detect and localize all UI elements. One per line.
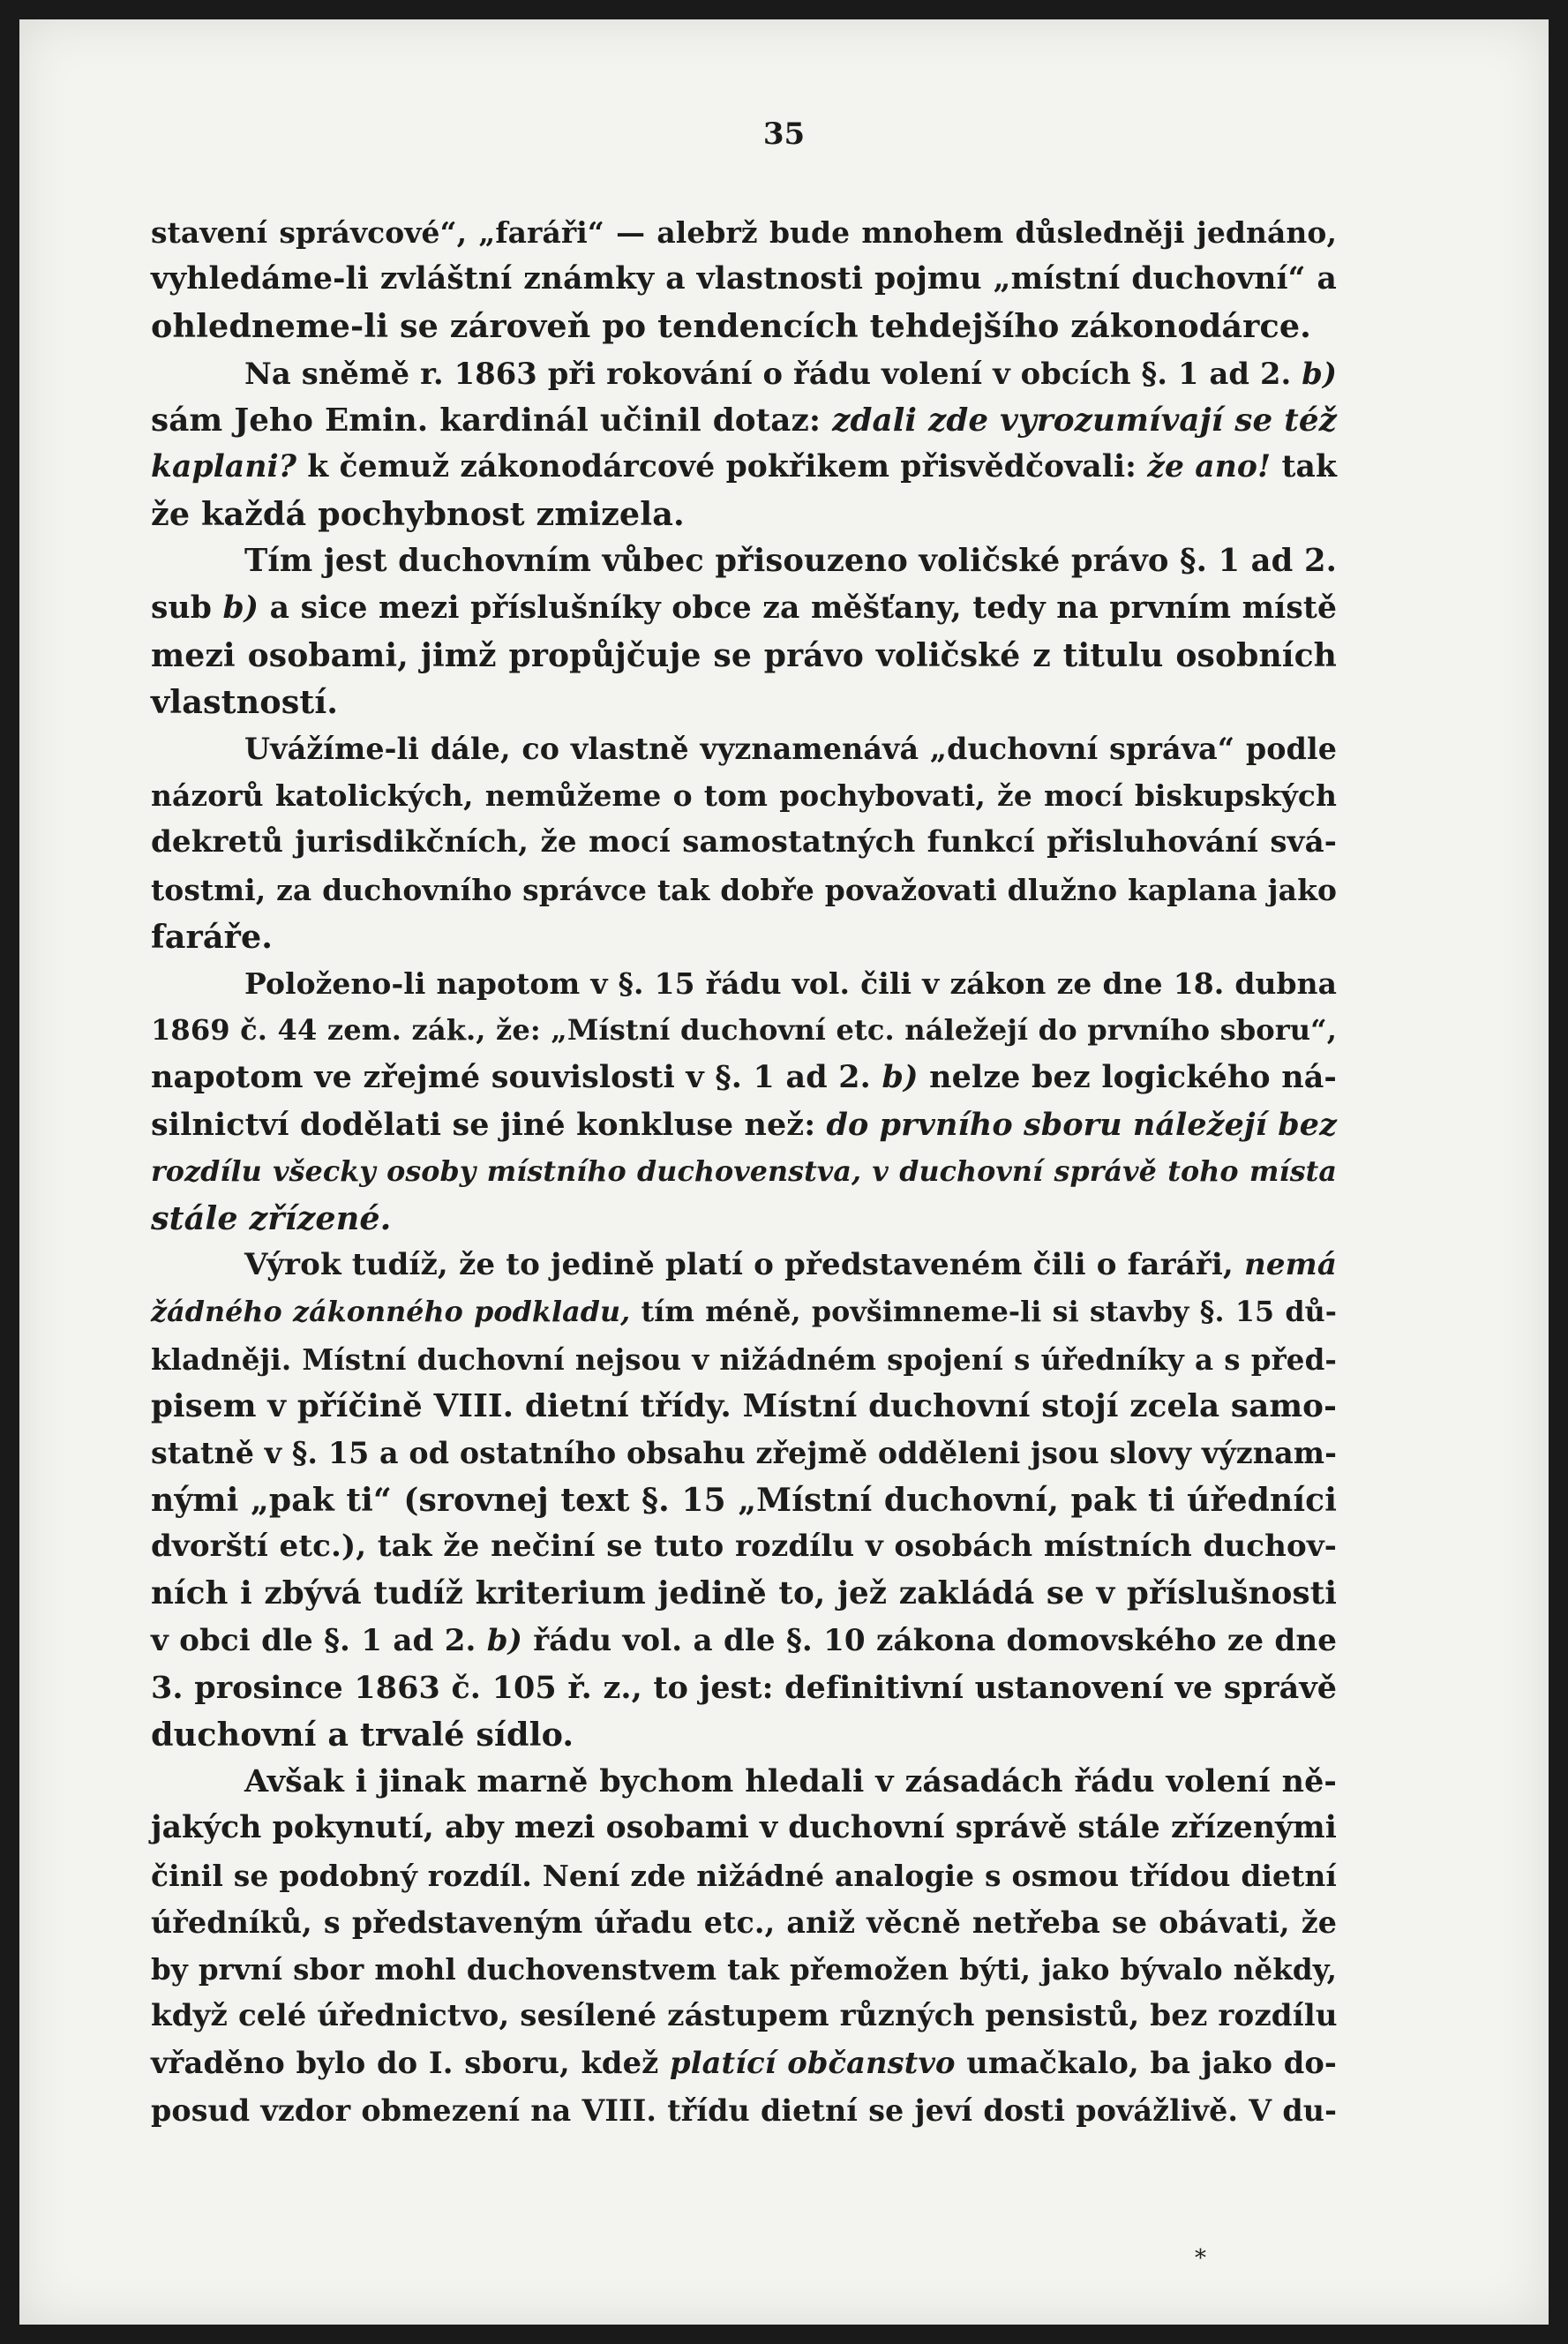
- text-line: [151, 1664, 1337, 1711]
- text-line: [151, 537, 1337, 584]
- emphasized-text: b): [486, 1622, 522, 1658]
- text-line: [151, 2087, 1337, 2134]
- text-segment: mezi osobami, jimž propůjčuje se právo voličské z titulu osobních: [151, 635, 1337, 674]
- text-line: [151, 1336, 1337, 1383]
- text-segment: Výrok tudíž, že to jedině platí o představeném čili o faráři,: [244, 1247, 1244, 1283]
- text-line: [151, 819, 1337, 866]
- text-segment: duchovní a trvalé sídlo.: [151, 1716, 574, 1754]
- emphasized-text: b): [222, 590, 259, 626]
- text-segment: dvorští etc.), tak že nečiní se tuto rozdílu v osobách místních duchov-: [151, 1529, 1337, 1565]
- text-segment: posud vzdor obmezení na VIII. třídu dietní se jeví dosti povážlivě. V du-: [151, 2092, 1337, 2128]
- text-line: [151, 1618, 1337, 1664]
- text-segment: k čemuž zákonodárcové pokřikem přisvědčovali:: [296, 448, 1148, 485]
- text-line: [151, 397, 1337, 444]
- text-line: [151, 444, 1337, 491]
- text-line: [151, 1899, 1337, 1946]
- emphasized-text: kaplani?: [151, 448, 297, 485]
- book-page: [19, 19, 1549, 2325]
- text-segment: ohledneme-li se zároveň po tendencích tehdejšího zákonodárce.: [151, 307, 1311, 346]
- body-text: [151, 209, 1337, 2134]
- text-line: [151, 1758, 1337, 1805]
- text-segment: tím méně, povšimneme-li si stavby §. 15 dů-: [630, 1296, 1338, 1329]
- text-line: [151, 1711, 1337, 1758]
- text-segment: Na sněmě r. 1863 při rokování o řádu volení v obcích §. 1 ad 2.: [244, 355, 1302, 391]
- text-line: [151, 209, 1337, 256]
- text-line: [151, 1101, 1337, 1148]
- text-line: [151, 585, 1337, 632]
- text-line: [151, 1007, 1337, 1054]
- text-line: [151, 1476, 1337, 1523]
- text-segment: když celé úřednictvo, sesílené zástupem různých pensistů, bez rozdílu: [151, 1998, 1338, 2034]
- emphasized-text: b): [882, 1059, 919, 1096]
- emphasized-text: rozdílu všecky osoby místního duchovenstva, v duchovní správě toho místa: [151, 1154, 1337, 1188]
- text-segment: dekretů jurisdikčních, že mocí samostatných funkcí přisluhování svá-: [151, 824, 1337, 860]
- text-segment: jakých pokynutí, aby mezi osobami v duchovní správě stále zřízenými: [151, 1810, 1337, 1846]
- text-segment: vlastností.: [151, 682, 339, 721]
- text-segment: Avšak i jinak marně bychom hledali v zásadách řádu volení ně-: [244, 1763, 1337, 1800]
- text-segment: by první sbor mohl duchovenstvem tak přemožen býti, jako bývalo někdy,: [151, 1951, 1337, 1987]
- emphasized-text: do prvního sboru náležejí bez: [826, 1106, 1337, 1143]
- text-segment: názorů katolických, nemůžeme o tom pochybovati, že mocí biskupských: [151, 778, 1337, 814]
- emphasized-text: že ano!: [1147, 448, 1272, 485]
- text-segment: vyhledáme-li zvláštní známky a vlastnosti pojmu „místní duchovní“ a: [151, 261, 1337, 297]
- text-line: [151, 1993, 1337, 2040]
- text-segment: nými „pak ti“ (srovnej text §. 15 „Místní duchovní, pak ti úředníci: [151, 1481, 1337, 1520]
- text-segment: činil se podobný rozdíl. Není zde nižádné analogie s osmou třídou dietní: [151, 1858, 1337, 1893]
- footer-mark: *: [1195, 2245, 1206, 2272]
- text-segment: kladněji. Místní duchovní nejsou v nižádném spojení s úředníky a s před-: [151, 1341, 1337, 1377]
- text-segment: sám Jeho Emin. kardinál učinil dotaz:: [151, 401, 833, 439]
- text-line: [151, 1852, 1337, 1899]
- emphasized-text: zdali zde vyrozumívají se též: [832, 401, 1337, 439]
- text-line: [151, 1805, 1337, 1852]
- text-segment: 3. prosince 1863 č. 105 ř. z., to jest: definitivní ustanovení ve správě: [151, 1669, 1337, 1706]
- text-line: [151, 1195, 1337, 1242]
- emphasized-text: žádného zákonného podkladu,: [151, 1296, 631, 1329]
- emphasized-text: nemá: [1244, 1247, 1337, 1283]
- text-segment: pisem v příčině VIII. dietní třídy. Místní duchovní stojí zcela samo-: [151, 1386, 1337, 1424]
- page-number: 35: [762, 116, 806, 152]
- text-line: [151, 679, 1337, 725]
- text-segment: vřaděno bylo do I. sboru, kdež: [151, 2045, 671, 2081]
- text-segment: napotom ve zřejmé souvislosti v §. 1 ad 2.: [151, 1059, 882, 1096]
- text-line: [151, 1430, 1337, 1476]
- text-segment: tostmi, za duchovního správce tak dobře považovati dlužno kaplana jako: [151, 872, 1337, 907]
- emphasized-text: platící občanstvo: [670, 2045, 956, 2081]
- text-segment: Uvážíme-li dále, co vlastně vyznamenává „duchovní správa“ podle: [244, 732, 1337, 767]
- text-line: [151, 2040, 1337, 2086]
- text-segment: nelze bez logického ná-: [918, 1059, 1337, 1096]
- text-segment: úředníků, s představeným úřadu etc., aniž věcně netřeba se obávati, že: [151, 1904, 1337, 1940]
- text-segment: 1869 č. 44 zem. zák., že: „Místní duchovní etc. náležejí do prvního sboru“,: [151, 1013, 1337, 1048]
- text-line: [151, 1946, 1337, 1993]
- text-segment: statně v §. 15 a od ostatního obsahu zřejmě odděleni jsou slovy význam-: [151, 1435, 1337, 1470]
- text-line: [151, 1570, 1337, 1617]
- text-line: [151, 913, 1337, 960]
- text-segment: stavení správcové“, „faráři“ — alebrž bude mnohem důsledněji jednáno,: [151, 215, 1337, 250]
- text-segment: faráře.: [151, 917, 274, 956]
- emphasized-text: b): [1302, 355, 1337, 391]
- text-line: [151, 350, 1337, 397]
- text-segment: řádu vol. a dle §. 10 zákona domovského ze dne: [521, 1622, 1337, 1658]
- text-segment: ních i zbývá tudíž kriterium jedině to, jež zakládá se v příslušnosti: [151, 1574, 1337, 1612]
- text-line: [151, 632, 1337, 679]
- text-segment: a sice mezi příslušníky obce za měšťany, tedy na prvním místě: [259, 590, 1337, 626]
- text-line: [151, 725, 1337, 772]
- text-line: [151, 256, 1337, 303]
- text-line: [151, 1523, 1337, 1570]
- emphasized-text: stále zřízené.: [151, 1198, 392, 1237]
- text-line: [151, 1148, 1337, 1195]
- text-line: [151, 1242, 1337, 1288]
- text-line: [151, 772, 1337, 819]
- text-segment: umačkalo, ba jako do-: [955, 2045, 1338, 2081]
- text-line: [151, 1288, 1337, 1335]
- text-segment: Položeno-li napotom v §. 15 řádu vol. čili v zákon ze dne 18. dubna: [244, 966, 1337, 1001]
- text-line: [151, 491, 1337, 537]
- text-line: [151, 1383, 1337, 1430]
- text-line: [151, 867, 1337, 913]
- text-segment: Tím jest duchovním vůbec přisouzeno voličské právo §. 1 ad 2.: [244, 543, 1337, 580]
- text-segment: v obci dle §. 1 ad 2.: [151, 1622, 487, 1658]
- text-line: [151, 303, 1337, 349]
- text-line: [151, 1054, 1337, 1101]
- text-segment: že každá pochybnost zmizela.: [151, 495, 685, 534]
- text-segment: sub: [151, 590, 223, 626]
- text-segment: silnictví dodělati se jiné konkluse než:: [151, 1106, 827, 1143]
- text-segment: tak: [1271, 448, 1337, 485]
- text-line: [151, 960, 1337, 1007]
